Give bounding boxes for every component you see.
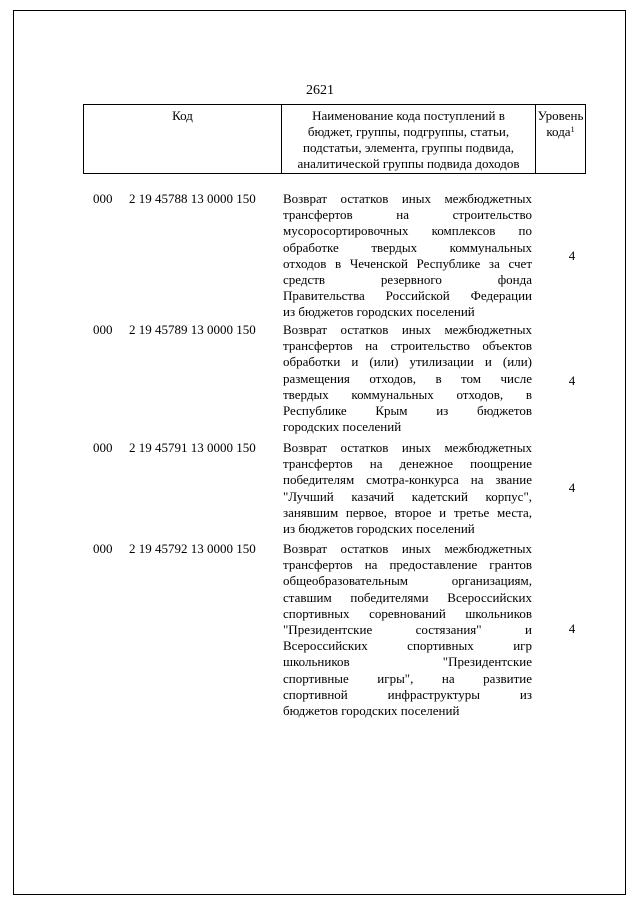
description-line: бюджетов городских поселений	[283, 703, 460, 719]
description-line: Республике Крым из бюджетов	[283, 403, 532, 419]
description-line: отходов в Чеченской Республике за счет	[283, 255, 532, 271]
header-level-line1: Уровень	[537, 108, 584, 123]
income-description	[283, 322, 532, 435]
table-row	[93, 440, 586, 540]
header-name	[281, 105, 535, 173]
description-line: из бюджетов городских поселений	[283, 304, 475, 320]
description-line: Возврат остатков иных межбюджетных	[283, 191, 532, 206]
footnote-marker: 1	[570, 125, 575, 134]
header-name-line: Наименование кода поступлений в	[312, 108, 505, 123]
header-level-line2	[536, 124, 585, 140]
description-line: занявшим первое, второе и третье места,	[283, 504, 532, 520]
header-name-line: подстатьи, элемента, группы подвида,	[303, 140, 514, 155]
description-line: Возврат остатков иных межбюджетных	[283, 322, 532, 337]
header-level-word: кода	[546, 124, 571, 139]
description-line: мусоросортировочных комплексов по	[283, 223, 532, 239]
description-line: Возврат остатков иных межбюджетных	[283, 541, 532, 556]
description-line: "Лучший казачий кадетский корпус",	[283, 488, 532, 504]
description-line: городских поселений	[283, 419, 402, 435]
description-line: общеобразовательным организациям,	[283, 573, 532, 589]
header-code: Код	[172, 108, 193, 123]
income-description	[283, 541, 532, 719]
description-line: размещения отходов, в том числе	[283, 370, 532, 386]
description-line: трансфертов на денежное поощрение	[283, 456, 532, 472]
page-number: 2621	[306, 83, 334, 98]
code-level: 4	[568, 480, 576, 495]
description-line: трансфертов на строительство объектов	[283, 338, 532, 354]
description-line: школьников "Президентские	[283, 654, 532, 670]
code-prefix: 000	[93, 541, 113, 556]
description-line: спортивной инфраструктуры из	[283, 686, 532, 702]
code-level: 4	[568, 373, 576, 388]
code-level: 4	[568, 248, 576, 263]
description-line: ставшим победителями Всероссийских	[283, 589, 532, 605]
description-line: средств резервного фонда	[283, 272, 532, 288]
income-code: 2 19 45788 13 0000 150	[129, 191, 256, 206]
description-line: Всероссийских спортивных игр	[283, 638, 532, 654]
description-line: Возврат остатков иных межбюджетных	[283, 440, 532, 455]
table-row	[93, 191, 586, 321]
income-description	[283, 440, 532, 537]
table-row	[93, 541, 586, 723]
description-line: из бюджетов городских поселений	[283, 521, 475, 537]
description-line: Правительства Российской Федерации	[283, 288, 532, 304]
description-line: спортивные игры", на развитие	[283, 670, 532, 686]
description-line: трансфертов на строительство	[283, 207, 532, 223]
header-name-line: бюджет, группы, подгруппы, статьи,	[307, 124, 510, 139]
code-prefix: 000	[93, 440, 113, 455]
code-prefix: 000	[93, 191, 113, 206]
code-prefix: 000	[93, 322, 113, 337]
income-code: 2 19 45789 13 0000 150	[129, 322, 256, 337]
table-row	[93, 322, 586, 437]
description-line: спортивных соревнований школьников	[283, 605, 532, 621]
description-line: твердых коммунальных отходов, в	[283, 386, 532, 402]
description-line: трансфертов на предоставление грантов	[283, 557, 532, 573]
description-line: обработке твердых коммунальных	[283, 239, 532, 255]
income-code: 2 19 45792 13 0000 150	[129, 541, 256, 556]
header-level	[535, 105, 585, 173]
description-line: победителям смотра-конкурса на звание	[283, 472, 532, 488]
income-description	[283, 191, 532, 321]
income-code: 2 19 45791 13 0000 150	[129, 440, 256, 455]
description-line: обработки и (или) утилизации и (или)	[283, 354, 532, 370]
description-line: "Президентские состязания" и	[283, 622, 532, 638]
code-level: 4	[568, 621, 576, 636]
header-name-line: аналитической группы подвида доходов	[297, 156, 520, 171]
table-header	[83, 104, 586, 174]
